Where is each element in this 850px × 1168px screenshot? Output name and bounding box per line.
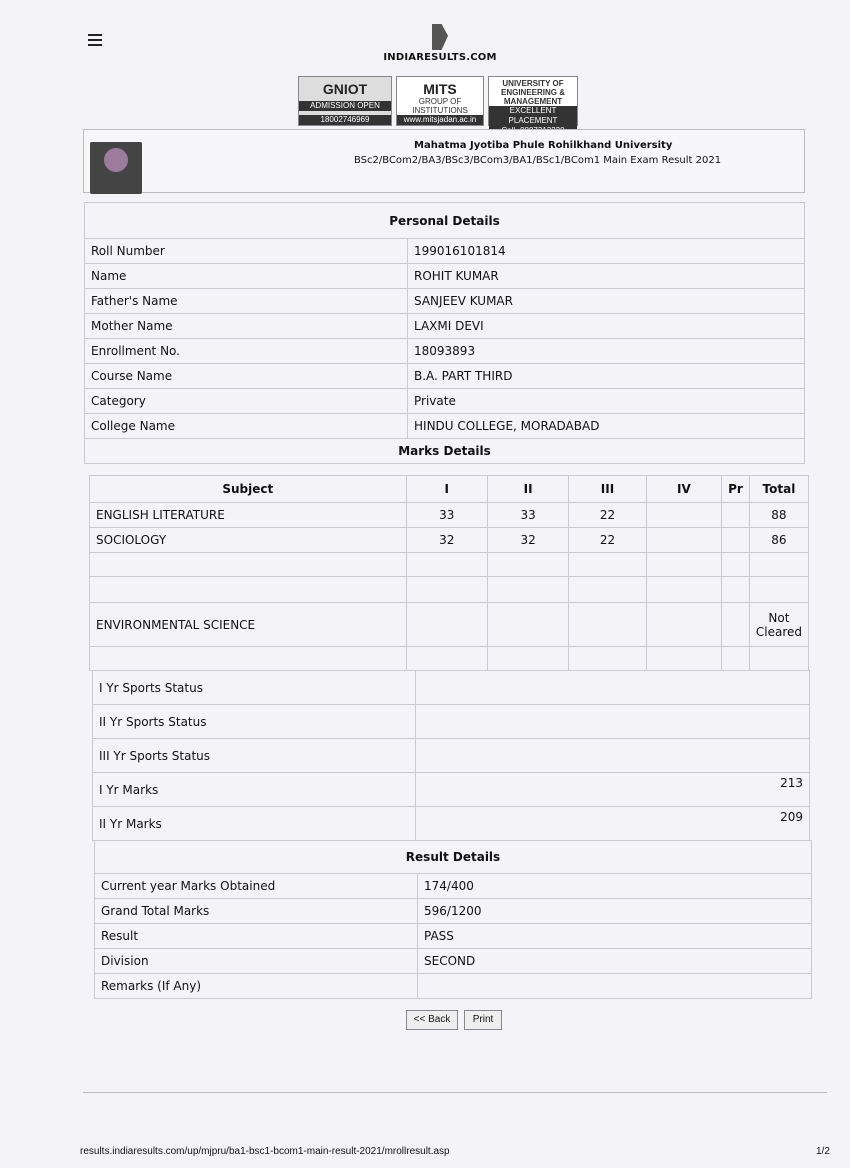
university-header [83, 129, 805, 193]
value-sports-2 [416, 705, 810, 739]
label-remarks: Remarks (If Any) [95, 974, 418, 999]
ad-sub: 18002746969 [299, 115, 391, 125]
ad-uem[interactable] [488, 76, 578, 126]
exam-title: BSc2/BCom2/BA3/BSc3/BCom3/BA1/BSc1/BCom1 Main Exam Result 2021 [354, 155, 722, 166]
subject-name: ENVIRONMENTAL SCIENCE [90, 603, 407, 647]
value-grand-total: 596/1200 [418, 899, 812, 924]
ad-gniot[interactable] [298, 76, 392, 126]
marks-iv [646, 503, 721, 528]
label-result: Result [95, 924, 418, 949]
footer-url: results.indiaresults.com/up/mjpru/ba1-bsc1-bcom1-main-result-2021/mrollresult.asp [80, 1146, 450, 1157]
sports-marks-table [92, 670, 810, 841]
menu-icon[interactable] [88, 34, 102, 46]
marks-pr [722, 503, 750, 528]
brand-logo-icon [432, 24, 448, 50]
col-iv: IV [646, 476, 721, 503]
ad-bar: GROUP OF INSTITUTIONS [412, 97, 468, 115]
marks-total: Not Cleared [749, 603, 808, 647]
label-year2-marks: II Yr Marks [93, 807, 416, 841]
ad-sub: www.mitsjadan.ac.in [397, 115, 483, 125]
col-total: Total [749, 476, 808, 503]
value-sports-3 [416, 739, 810, 773]
table-row [90, 503, 809, 528]
value-result: PASS [418, 924, 812, 949]
marks-table [89, 475, 809, 671]
brand-name: INDIARESULTS.COM [383, 52, 497, 63]
site-brand[interactable] [380, 24, 500, 63]
table-row [90, 528, 809, 553]
ad-title: GNIOT [322, 81, 368, 97]
label-enrollment: Enrollment No. [85, 339, 408, 364]
marks-details-heading: Marks Details [85, 439, 805, 464]
value-remarks [418, 974, 812, 999]
ad-title: MITS [423, 81, 457, 97]
value-year2-marks: 209 [416, 807, 810, 841]
label-sports-2: II Yr Sports Status [93, 705, 416, 739]
table-row-empty [90, 647, 809, 671]
table-row-empty [90, 577, 809, 603]
subject-name: SOCIOLOGY [90, 528, 407, 553]
col-ii: II [487, 476, 568, 503]
ad-mits[interactable] [396, 76, 484, 126]
value-current-marks: 174/400 [418, 874, 812, 899]
label-year1-marks: I Yr Marks [93, 773, 416, 807]
footer-page-number: 1/2 [816, 1146, 830, 1157]
value-enrollment: 18093893 [408, 339, 805, 364]
col-i: I [406, 476, 487, 503]
subject-name: ENGLISH LITERATURE [90, 503, 407, 528]
marks-total: 86 [749, 528, 808, 553]
label-course: Course Name [85, 364, 408, 389]
label-roll-number: Roll Number [85, 239, 408, 264]
marks-iii: 22 [569, 528, 646, 553]
value-category: Private [408, 389, 805, 414]
value-roll-number: 199016101814 [408, 239, 805, 264]
marks-i: 33 [406, 503, 487, 528]
value-division: SECOND [418, 949, 812, 974]
value-year1-marks: 213 [416, 773, 810, 807]
marks-total: 88 [749, 503, 808, 528]
marks-ii: 32 [487, 528, 568, 553]
marks-pr [722, 528, 750, 553]
col-pr: Pr [722, 476, 750, 503]
label-father-name: Father's Name [85, 289, 408, 314]
result-details-heading: Result Details [95, 841, 812, 874]
table-row-empty [90, 553, 809, 577]
ad-bar: ADMISSION OPEN [299, 101, 391, 111]
label-category: Category [85, 389, 408, 414]
university-logo-icon [90, 142, 142, 194]
ad-bar: EXCELLENT PLACEMENT [489, 106, 577, 126]
label-sports-1: I Yr Sports Status [93, 671, 416, 705]
marks-iv [646, 528, 721, 553]
label-grand-total: Grand Total Marks [95, 899, 418, 924]
label-mother-name: Mother Name [85, 314, 408, 339]
ad-title: UNIVERSITY OF ENGINEERING & MANAGEMENT [500, 79, 565, 106]
value-college: HINDU COLLEGE, MORADABAD [408, 414, 805, 439]
label-sports-3: III Yr Sports Status [93, 739, 416, 773]
result-details-table [94, 840, 812, 999]
col-subject: Subject [90, 476, 407, 503]
label-college: College Name [85, 414, 408, 439]
university-name: Mahatma Jyotiba Phule Rohilkhand University [414, 140, 673, 151]
value-sports-1 [416, 671, 810, 705]
personal-details-heading: Personal Details [85, 203, 805, 239]
marks-iii: 22 [569, 503, 646, 528]
label-current-marks: Current year Marks Obtained [95, 874, 418, 899]
footer-divider [83, 1092, 827, 1093]
marks-ii: 33 [487, 503, 568, 528]
label-name: Name [85, 264, 408, 289]
table-row [90, 603, 809, 647]
ad-banner-strip [298, 76, 578, 126]
label-division: Division [95, 949, 418, 974]
print-button[interactable]: Print [464, 1010, 502, 1030]
back-button[interactable]: << Back [406, 1010, 458, 1030]
value-father-name: SANJEEV KUMAR [408, 289, 805, 314]
value-name: ROHIT KUMAR [408, 264, 805, 289]
marks-i: 32 [406, 528, 487, 553]
col-iii: III [569, 476, 646, 503]
value-mother-name: LAXMI DEVI [408, 314, 805, 339]
personal-details-table [84, 202, 805, 464]
value-course: B.A. PART THIRD [408, 364, 805, 389]
